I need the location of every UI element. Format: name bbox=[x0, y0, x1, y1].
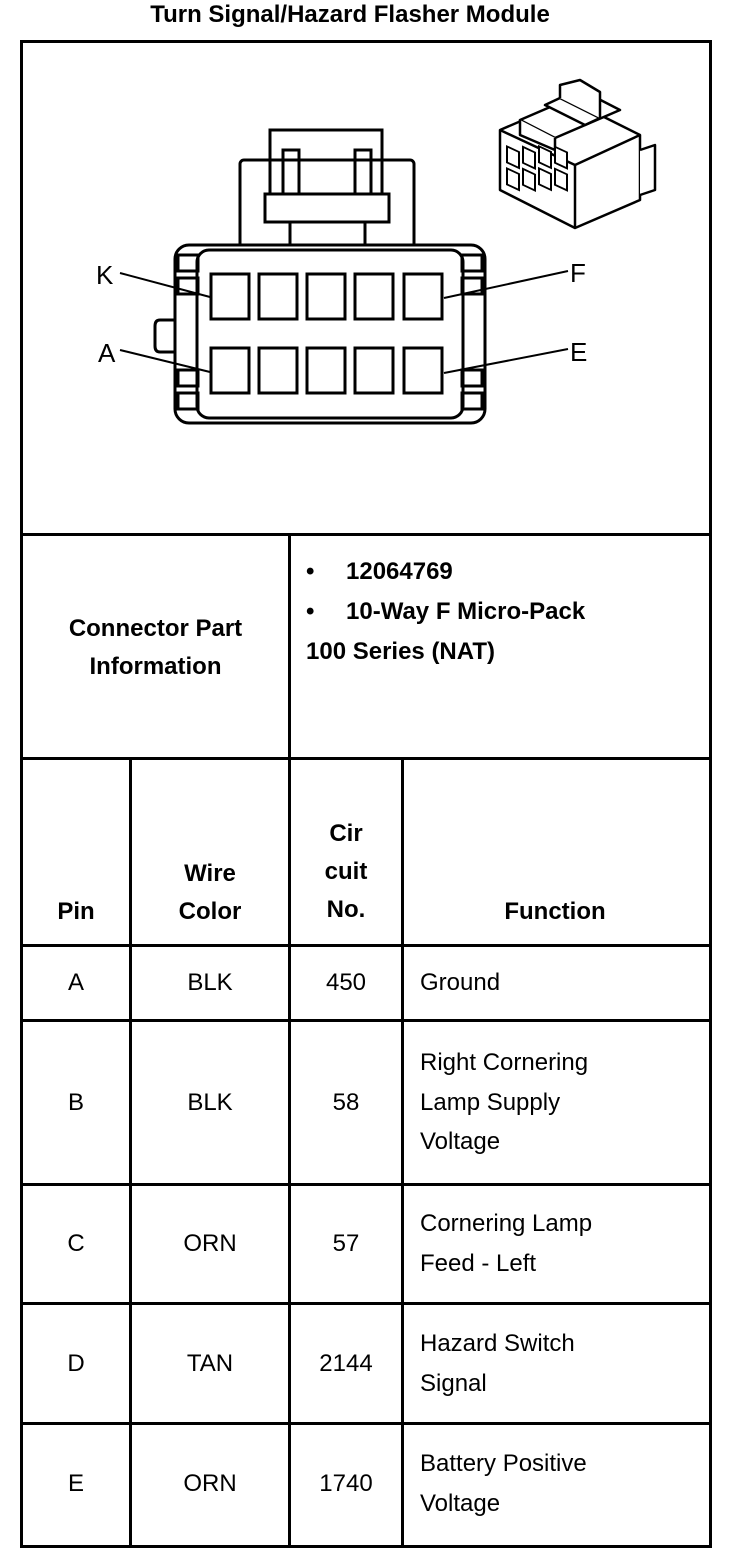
table-row-circuit: 58 bbox=[332, 1088, 360, 1116]
table-row-color: ORN bbox=[183, 1470, 237, 1498]
table-row-circuit: 57 bbox=[332, 1230, 360, 1258]
header-wire-color: Wire Color bbox=[178, 860, 242, 925]
table-row-function: Cornering Lamp Feed - Left bbox=[420, 1210, 593, 1277]
table-row-color: TAN bbox=[186, 1349, 234, 1377]
table-row-pin: E bbox=[67, 1470, 84, 1498]
part-info-item: • 10-Way F Micro-Pack bbox=[306, 598, 586, 625]
table-row-function: Battery Positive Voltage bbox=[420, 1450, 587, 1517]
table-row-pin: B bbox=[67, 1088, 84, 1116]
header-pin: Pin bbox=[57, 898, 95, 925]
header-function: Function bbox=[504, 898, 606, 925]
table-row-pin: D bbox=[67, 1349, 85, 1377]
pin-label-f: F bbox=[570, 258, 586, 288]
part-info-label: Connector Part Information bbox=[68, 615, 243, 680]
pin-label-e: E bbox=[570, 337, 588, 367]
header-circuit-no: Cir cuit No. bbox=[324, 820, 368, 923]
table-row-circuit: 450 bbox=[325, 969, 367, 997]
page-title: Turn Signal/Hazard Flasher Module bbox=[150, 1, 550, 28]
table-row-color: BLK bbox=[187, 1088, 233, 1116]
part-info-list bbox=[306, 552, 585, 672]
table-row-function: Hazard Switch Signal bbox=[420, 1329, 575, 1397]
table-row-function: Ground bbox=[420, 969, 501, 997]
part-info-continuation: 100 Series (NAT) bbox=[306, 638, 495, 665]
table-row-circuit: 1740 bbox=[319, 1470, 373, 1498]
table-row-function: Right Cornering Lamp Supply Voltage bbox=[420, 1049, 589, 1156]
pin-label-k: K bbox=[96, 260, 114, 290]
divider bbox=[20, 533, 709, 536]
part-info-item: • 12064769 bbox=[306, 558, 453, 585]
table-row-circuit: 2144 bbox=[319, 1349, 373, 1377]
table-row-pin: C bbox=[67, 1230, 85, 1258]
divider bbox=[20, 757, 709, 760]
table-row-color: ORN bbox=[183, 1230, 237, 1258]
pin-label-a: A bbox=[98, 338, 116, 368]
table-row-pin: A bbox=[67, 969, 84, 997]
table-row-color: BLK bbox=[187, 969, 233, 997]
divider bbox=[401, 757, 404, 1545]
